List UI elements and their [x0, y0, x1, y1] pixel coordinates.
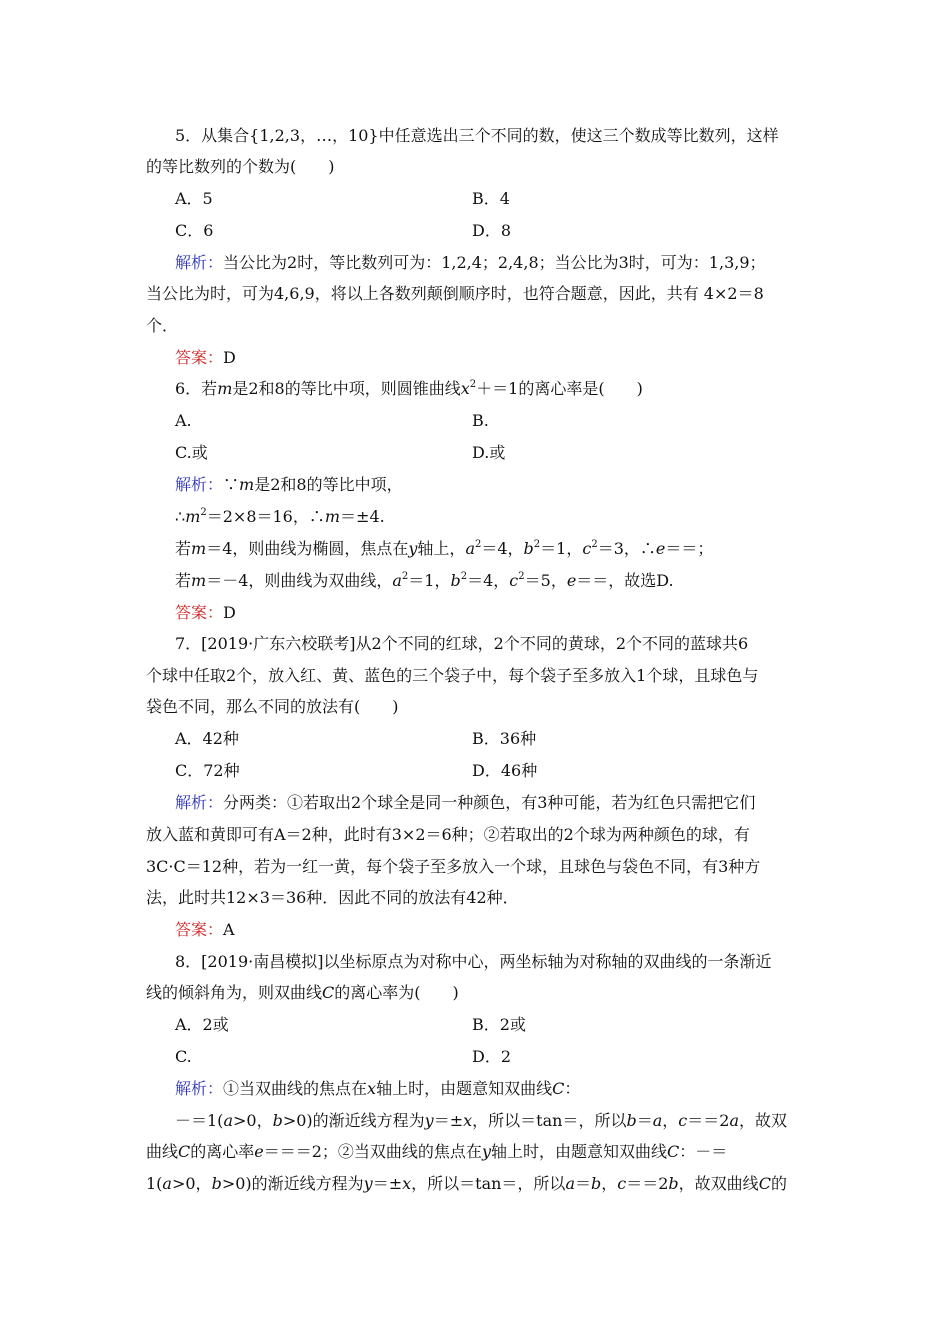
q5-stem-line-2: 的等比数列的个数为( ): [146, 157, 335, 176]
var-y: y: [363, 1174, 373, 1193]
var-b: b: [591, 1174, 602, 1193]
answer-label: 答案：: [175, 603, 224, 622]
q8-a1-c: ：: [564, 1079, 581, 1098]
q8-a4-f: ＝: [574, 1174, 591, 1193]
var-m: m: [191, 539, 207, 558]
q8-a2-a: －＝1(: [175, 1111, 224, 1130]
q6-a3-d: ＝4，: [481, 539, 524, 558]
var-c: c: [509, 571, 519, 590]
var-a: a: [565, 1174, 575, 1193]
q8-a4-c: >0)的渐近线方程为: [221, 1174, 364, 1193]
q8-analysis-line-3: [146, 1142, 727, 1162]
q7-stem-line-2: 个球中任取2个，放入红、黄、蓝色的三个袋子中，每个袋子至多放入1个球，且球色与: [146, 666, 759, 685]
var-b: b: [211, 1174, 222, 1193]
q6-a1-a: ∵: [223, 475, 240, 494]
q6-a4-e: ＝5，: [524, 571, 567, 590]
q5-stem-line-1: 5．从集合{1,2,3，…，10}中任意选出三个不同的数，使这三个数成等比数列，这样: [175, 126, 779, 145]
q8-a2-e: ，所以＝tan＝，所以: [472, 1111, 627, 1130]
q8-a4-b: >0，: [171, 1174, 212, 1193]
q7-option-a: A．42种: [175, 729, 239, 748]
q6-option-b: B.: [472, 411, 489, 430]
exponent-2: 2: [401, 571, 409, 582]
q8-a2-b: >0，: [232, 1111, 273, 1130]
var-y: y: [424, 1111, 434, 1130]
q6-option-a: A.: [175, 411, 192, 430]
var-a: a: [223, 1111, 233, 1130]
q7-analysis-text-1: 分两类：①若取出2个球全是同一种颜色，有3种可能，若为红色只需把它们: [223, 793, 756, 812]
q8-a2-d: ＝±: [433, 1111, 464, 1130]
q8-a3-e: ：－＝: [679, 1142, 728, 1161]
q6-a2-a: ∴: [175, 507, 186, 526]
exponent-2: 2: [518, 571, 525, 582]
var-x: x: [367, 1079, 377, 1098]
q6-a4-a: 若: [175, 571, 192, 590]
q7-option-d: D．46种: [472, 761, 538, 780]
q8-stem-2a: 线的倾斜角为，则双曲线: [146, 983, 323, 1002]
exponent-2: 2: [474, 539, 482, 550]
q6-analysis-line-4: [175, 571, 674, 591]
q6-a4-b: ＝－4，则曲线为双曲线，: [206, 571, 393, 590]
q8-stem-2b: 的离心率为( ): [334, 983, 459, 1002]
q8-a3-d: 轴上时，由题意知双曲线: [490, 1142, 667, 1161]
q8-option-c: C.: [175, 1047, 192, 1066]
q6-a4-d: ＝4，: [467, 571, 510, 590]
var-b: b: [523, 539, 534, 558]
q6-analysis-line-3: [175, 539, 713, 559]
var-m: m: [185, 507, 201, 526]
q8-a4-g: ，: [601, 1174, 618, 1193]
q5-option-b: B．4: [472, 189, 510, 208]
q7-stem-line-1: 7．[2019·广东六校联考]从2个不同的红球，2个不同的黄球，2个不同的蓝球共6: [175, 634, 749, 653]
var-a: a: [162, 1174, 172, 1193]
var-e: e: [254, 1142, 264, 1161]
analysis-label: 解析：: [175, 253, 224, 272]
q6-stem-a: 6．若: [175, 379, 218, 398]
q7-answer-line: [175, 920, 235, 940]
var-e: e: [566, 571, 577, 590]
q6-a3-b: ＝4，则曲线为椭圆，焦点在: [206, 539, 409, 558]
q8-a2-g: ，: [662, 1111, 679, 1130]
q5-analysis-line-3: 个．: [146, 316, 179, 335]
var-y: y: [408, 539, 418, 558]
var-C: C: [758, 1174, 771, 1193]
q7-option-b: B．36种: [472, 729, 537, 748]
q6-a3-f: ＝3，∴: [597, 539, 656, 558]
q8-option-a: A．2或: [175, 1015, 229, 1034]
var-C: C: [552, 1079, 565, 1098]
var-y: y: [481, 1142, 491, 1161]
q8-a4-i: ，故双曲线: [678, 1174, 759, 1193]
q6-a3-e: ＝1，: [540, 539, 583, 558]
q8-analysis-line-4: [146, 1174, 787, 1194]
var-c: c: [617, 1174, 627, 1193]
q6-option-c: C.或: [175, 443, 208, 462]
var-C: C: [667, 1142, 680, 1161]
var-a: a: [729, 1111, 739, 1130]
q7-option-c: C．72种: [175, 761, 240, 780]
exponent-2: 2: [533, 539, 541, 550]
var-b: b: [272, 1111, 283, 1130]
q8-a2-h: ＝＝2: [687, 1111, 730, 1130]
q8-option-d: D．2: [472, 1047, 512, 1066]
var-a: a: [652, 1111, 663, 1130]
var-m: m: [324, 507, 341, 526]
q8-a1-a: ①当双曲线的焦点在: [223, 1079, 368, 1098]
q6-a3-g: ＝＝；: [665, 539, 714, 558]
q5-option-d: D．8: [472, 221, 512, 240]
q8-a3-a: 曲线: [146, 1142, 179, 1161]
q6-option-d: D.或: [472, 443, 506, 462]
q5-option-a: A．5: [175, 189, 213, 208]
q8-a2-f: ＝: [636, 1111, 653, 1130]
exponent-2: 2: [460, 571, 468, 582]
var-x: x: [463, 1111, 473, 1130]
q5-option-c: C．6: [175, 221, 214, 240]
q5-answer: D: [223, 348, 236, 367]
var-a: a: [392, 571, 402, 590]
q6-analysis-line-2: [175, 507, 385, 527]
q5-analysis-line-1: [175, 253, 766, 273]
q6-a3-a: 若: [175, 539, 192, 558]
q6-a4-c: ＝1，: [408, 571, 451, 590]
q8-stem-line-2: [146, 983, 459, 1003]
var-C: C: [178, 1142, 191, 1161]
q7-answer: A: [223, 920, 235, 939]
analysis-label: 解析：: [175, 475, 224, 494]
var-m: m: [217, 379, 233, 398]
q8-a4-j: 的: [770, 1174, 787, 1193]
q8-analysis-line-2: [175, 1111, 787, 1131]
var-e: e: [655, 539, 666, 558]
var-b: b: [626, 1111, 637, 1130]
var-x: x: [460, 379, 470, 398]
analysis-label: 解析：: [175, 793, 224, 812]
var-c: c: [678, 1111, 688, 1130]
q6-a2-c: ＝±4.: [340, 507, 385, 526]
q7-analysis-line-3: 3C·C＝12种，若为一红一黄，每个袋子至多放入一个球，且球色与袋色不同，有3种方: [146, 857, 761, 876]
q8-a2-i: ，故双: [738, 1111, 787, 1130]
var-a: a: [465, 539, 475, 558]
q5-analysis-text-1: 当公比为2时，等比数列可为：1,2,4；2,4,8；当公比为3时，可为：1,3,9；: [223, 253, 766, 272]
q6-analysis-line-1: [175, 475, 403, 495]
var-m: m: [239, 475, 255, 494]
q8-a4-h: ＝＝2: [626, 1174, 669, 1193]
var-b: b: [450, 571, 461, 590]
q8-a3-c: ＝＝＝2；②当双曲线的焦点在: [263, 1142, 482, 1161]
q8-stem-line-1: 8．[2019·南昌模拟]以坐标原点为对称中心，两坐标轴为对称轴的双曲线的一条渐近: [175, 952, 772, 971]
analysis-label: 解析：: [175, 1079, 224, 1098]
q6-a4-f: ＝＝，故选D.: [576, 571, 674, 590]
q6-stem-c: ＋＝1的离心率是( ): [476, 379, 643, 398]
q8-analysis-line-1: [175, 1079, 580, 1099]
q8-a4-d: ＝±: [372, 1174, 403, 1193]
var-C: C: [322, 983, 335, 1002]
q6-a1-b: 是2和8的等比中项，: [254, 475, 403, 494]
q7-analysis-line-4: 法，此时共12×3＝36种．因此不同的放法有42种．: [146, 888, 519, 907]
q5-analysis-line-2: 当公比为时，可为4,6,9，将以上各数列颠倒顺序时，也符合题意，因此，共有 4×2＝8: [146, 284, 764, 303]
q6-stem-line: [175, 379, 643, 399]
q8-a4-a: 1(: [146, 1174, 163, 1193]
answer-label: 答案：: [175, 920, 224, 939]
q6-answer: D: [223, 603, 236, 622]
var-x: x: [402, 1174, 412, 1193]
q7-stem-line-3: 袋色不同，那么不同的放法有( ): [146, 697, 399, 716]
q7-analysis-line-2: 放入蓝和黄即可有A＝2种，此时有3×2＝6种；②若取出的2个球为两种颜色的球，有: [146, 825, 750, 844]
q8-a4-e: ，所以＝tan＝，所以: [411, 1174, 566, 1193]
q8-option-b: B．2或: [472, 1015, 526, 1034]
q6-a2-b: ＝2×8＝16，∴: [206, 507, 325, 526]
exponent-2: 2: [591, 539, 598, 550]
var-c: c: [582, 539, 592, 558]
q8-a3-b: 的离心率: [190, 1142, 255, 1161]
exponent-2: 2: [200, 507, 207, 518]
answer-label: 答案：: [175, 348, 224, 367]
var-m: m: [191, 571, 207, 590]
var-b: b: [668, 1174, 679, 1193]
q6-answer-line: [175, 603, 236, 623]
q6-a3-c: 轴上，: [417, 539, 466, 558]
exponent-2: 2: [469, 379, 477, 390]
q5-answer-line: [175, 348, 236, 368]
q6-stem-b: 是2和8的等比中项，则圆锥曲线: [232, 379, 461, 398]
q8-a1-b: 轴上时，由题意知双曲线: [376, 1079, 553, 1098]
q8-a2-c: >0)的渐近线方程为: [282, 1111, 425, 1130]
q7-analysis-line-1: [175, 793, 755, 813]
